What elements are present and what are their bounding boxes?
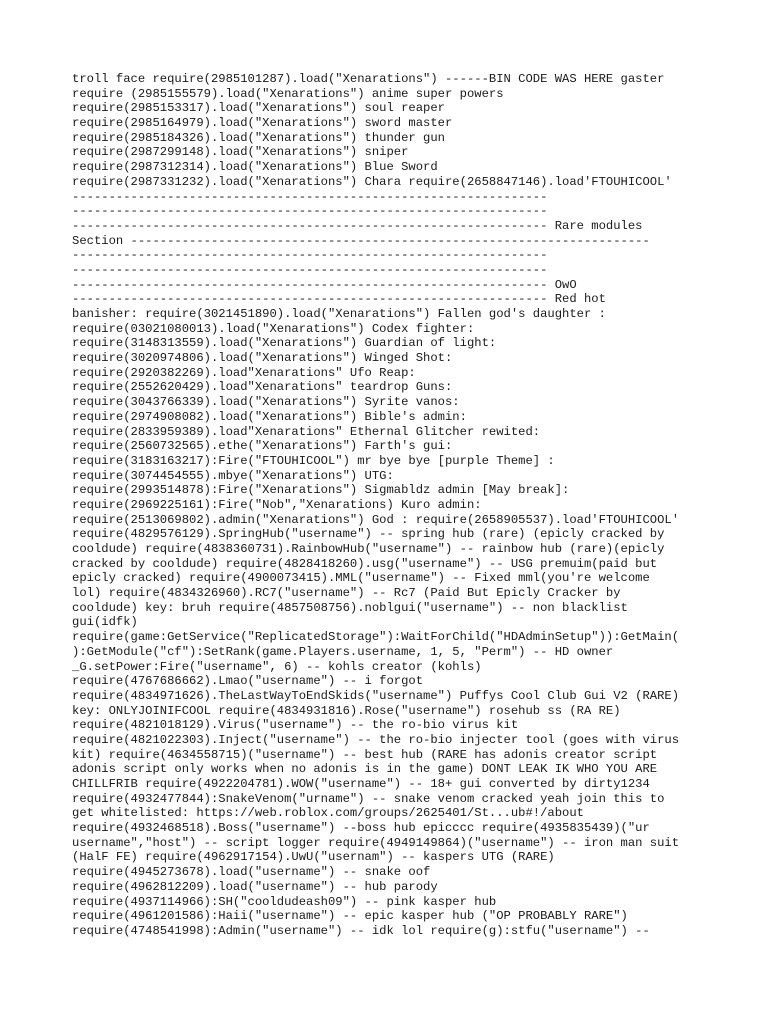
text-line: require(2985164979).load("Xenarations") sword master (72, 116, 453, 131)
text-line: require(3148313559).load("Xenarations") Guardian of light: (72, 336, 497, 351)
document-text (72, 72, 712, 939)
text-line: ):GetModule("cf"):SetRank(game.Players.username, 1, 5, "Perm") -- HD owner (72, 644, 614, 659)
text-line: ----------------------------------------------------------------- OwO (72, 277, 577, 292)
text-line: require(4821022303).Inject("username") -- the ro-bio injecter tool (goes with virus (72, 732, 680, 747)
text-line: require(3020974806).load("Xenarations") Winged Shot: (72, 351, 453, 366)
text-line: require (2985155579).load("Xenarations") anime super powers (72, 86, 504, 101)
text-line: require(4945273678).load("username") -- snake oof (72, 865, 431, 880)
text-line: require(3043766339).load("Xenarations") Syrite vanos: (72, 395, 460, 410)
text-line: ----------------------------------------------------------------- Rare modules (72, 218, 643, 233)
text-line: Section ----------------------------------------------------------------------- (72, 233, 650, 248)
text-line: require(2987299148).load("Xenarations") sniper (72, 145, 409, 160)
text-line: ----------------------------------------------------------------- (72, 262, 548, 277)
text-line: require(3183163217):Fire("FTOUHICOOL") mr bye bye [purple Theme] : (72, 453, 555, 468)
text-line: require(2969225161):Fire("Nob","Xenarations) Kuro admin: (72, 497, 482, 512)
text-line: require(2987331232).load("Xenarations") Chara require(2658847146).load'FTOUHICOOL' (72, 174, 672, 189)
text-line: require(2987312314).load("Xenarations") Blue Sword (72, 160, 438, 175)
text-line: require(4829576129).SpringHub("username") -- spring hub (rare) (epicly cracked by (72, 527, 665, 542)
text-line: require(4937114966):SH("cooldudeash09") -- pink kasper hub (72, 894, 497, 909)
text-line: require(game:GetService("ReplicatedStorage"):WaitForChild("HDAdminSetup")):GetMain( (72, 630, 680, 645)
text-line: ----------------------------------------------------------------- (72, 189, 548, 204)
text-line: require(4932468518).Boss("username") --boss hub epicccc require(4935835439)("ur (72, 821, 650, 836)
text-line: cracked by cooldude) require(4828418260).usg("username") -- USG premuim(paid but (72, 556, 658, 571)
text-line: cooldude) key: bruh require(4857508756).noblgui("username") -- non blacklist (72, 600, 628, 615)
text-line: require(2993514878):Fire("Xenarations") Sigmabldz admin [May break]: (72, 483, 570, 498)
text-line: require(4962812209).load("username") -- hub parody (72, 879, 438, 894)
text-line: require(2552620429).load"Xenarations" teardrop Guns: (72, 380, 453, 395)
text-line: lol) require(4834326960).RC7("username") -- Rc7 (Paid But Epicly Cracker by (72, 586, 621, 601)
text-line: kit) require(4634558715)("username") -- best hub (RARE has adonis creator script (72, 747, 658, 762)
text-line: username","host") -- script logger require(4949149864)("username") -- iron man suit (72, 835, 680, 850)
text-line: banisher: require(3021451890).load("Xenarations") Fallen god's daughter : (72, 307, 606, 321)
text-line: adonis script only works when no adonis is in the game) DONT LEAK IK WHO YOU ARE (72, 762, 658, 777)
text-line: CHILLFRIB require(4922204781).WOW("username") -- 18+ gui converted by dirty1234 (72, 777, 650, 791)
text-line: key: ONLYJOINIFCOOL require(4834931816).Rose("username") rosehub ss (RA RE) (72, 703, 621, 718)
text-line: require(3074454555).mbye("Xenarations") UTG: (72, 468, 394, 483)
text-line: require(2513069802).admin("Xenarations") God : require(2658905537).load'FTOUHICOOL' (72, 512, 680, 527)
text-line: _G.setPower:Fire("username", 6) -- kohls creator (kohls) (72, 659, 482, 674)
text-line: get whitelisted: https://web.roblox.com/groups/2625401/St...ub#!/about (72, 806, 584, 821)
text-line: require(2974908082).load("Xenarations") Bible's admin: (72, 409, 467, 424)
text-line: require(4748541998):Admin("username") -- idk lol require(g):stfu("username") -- (72, 923, 650, 938)
text-line: require(2833959389).load"Xenarations" Ethernal Glitcher rewited: (72, 424, 541, 439)
text-line: ----------------------------------------------------------------- (72, 248, 548, 263)
text-line: require(4961201586):Haii("username") -- epic kasper hub ("OP PROBABLY RARE") (72, 909, 628, 924)
text-line: ----------------------------------------------------------------- Red hot (72, 292, 606, 307)
text-line: troll face require(2985101287).load("Xenarations") ------BIN CODE WAS HERE gaster (72, 72, 665, 86)
text-line: require(2920382269).load"Xenarations" Ufo Reap: (72, 365, 416, 380)
text-line: require(4767686662).Lmao("username") -- i forgot (72, 674, 424, 689)
text-line: gui(idfk) (72, 615, 138, 630)
text-line: require(4834971626).TheLastWayToEndSkids("username") Puffys Cool Club Gui V2 (RARE) (72, 688, 680, 703)
text-line: require(2560732565).ethe("Xenarations") Farth's gui: (72, 439, 453, 454)
text-line: cooldude) require(4838360731).RainbowHub("username") -- rainbow hub (rare)(epicly (72, 542, 665, 556)
text-line: require(03021080013).load("Xenarations") Codex fighter: (72, 321, 475, 336)
text-line: (HalF FE) require(4962917154).UwU("usernam") -- kaspers UTG (RARE) (72, 850, 555, 865)
text-line: epicly cracked) require(4900073415).MML("username") -- Fixed mml(you're welcome (72, 571, 650, 586)
text-line: require(4821018129).Virus("username") -- the ro-bio virus kit (72, 718, 519, 733)
text-line: require(2985153317).load("Xenarations") soul reaper (72, 101, 445, 116)
text-line: ----------------------------------------------------------------- (72, 204, 548, 219)
text-line: require(4932477844):SnakeVenom("urname") -- snake venom cracked yeah join this to (72, 791, 665, 806)
text-line: require(2985184326).load("Xenarations") thunder gun (72, 130, 445, 145)
